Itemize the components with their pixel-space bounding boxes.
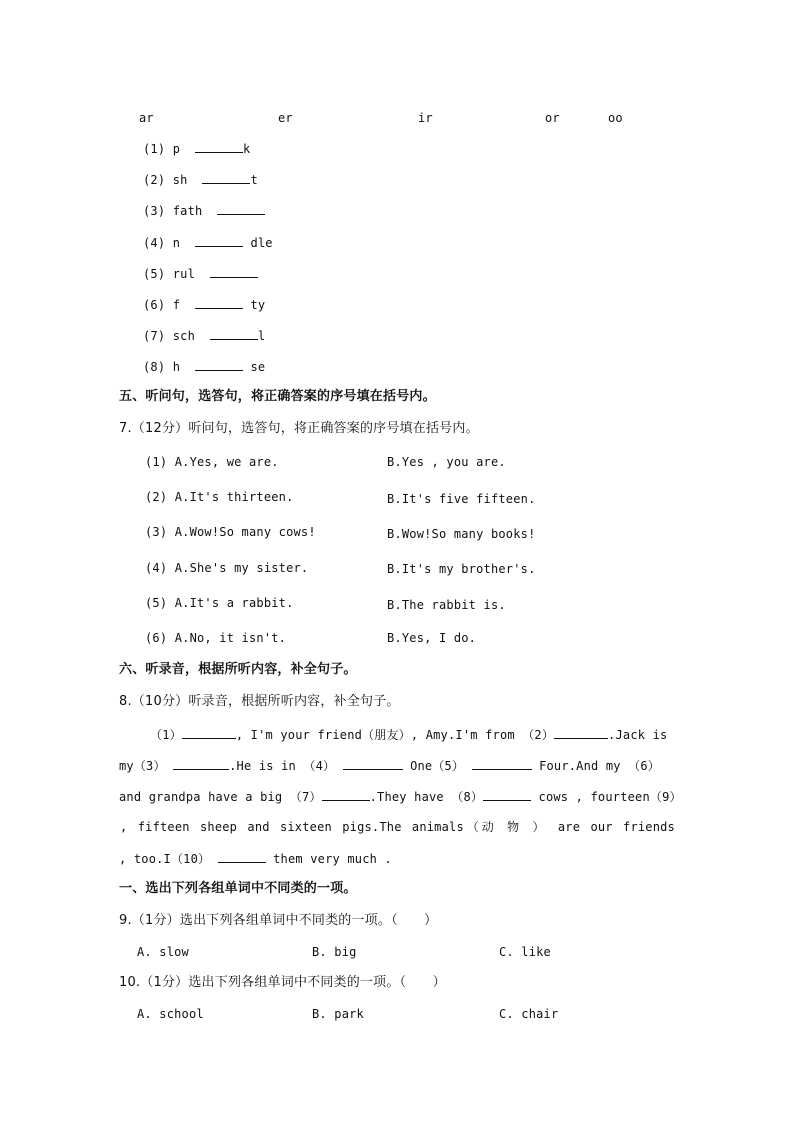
section-heading: 一、选出下列各组单词中不同类的一项。: [119, 881, 357, 896]
option-a[interactable]: A.It's thirteen.: [174, 490, 294, 504]
passage-text: One（5）: [410, 759, 465, 773]
choice-row: [145, 595, 294, 611]
option-a[interactable]: A. school: [137, 1007, 204, 1021]
letter-option: ir: [418, 111, 433, 125]
word-suffix: dle: [250, 236, 273, 250]
item-number: (1): [143, 142, 166, 156]
word-prefix: f: [172, 298, 181, 312]
passage-text: .They have （8）: [369, 790, 484, 804]
word-suffix: se: [250, 360, 266, 374]
section-heading: 五、听问句，选答句，将正确答案的序号填在括号内。: [119, 389, 436, 404]
word-suffix: k: [243, 142, 251, 156]
word-suffix: ty: [250, 298, 266, 312]
passage-line: [119, 850, 392, 867]
word-prefix: n: [172, 236, 181, 250]
option-a[interactable]: A. slow: [137, 945, 189, 959]
option-b[interactable]: B.Yes , you are.: [387, 455, 506, 469]
option-b[interactable]: B.It's my brother's.: [387, 562, 536, 576]
word-prefix: sh: [172, 173, 188, 187]
passage-line: [119, 757, 660, 774]
item-number: (2): [145, 490, 168, 504]
passage-text: , too.I（10）: [119, 852, 211, 866]
passage-text: and grandpa have a big （7）: [119, 790, 322, 804]
item-number: (3): [145, 525, 168, 539]
fill-item: [143, 265, 258, 282]
passage-text: cows , fourteen（9）: [538, 790, 682, 804]
answer-blank[interactable]: [322, 788, 370, 801]
passage-text: , I'm your friend（朋友）, Amy.I'm from （2）: [235, 728, 555, 742]
option-b[interactable]: B.Wow!So many books!: [387, 527, 536, 541]
fill-item: [143, 234, 273, 251]
blank-number: my（3）: [119, 759, 166, 773]
answer-blank[interactable]: [182, 726, 236, 739]
option-a[interactable]: A.Wow!So many cows!: [174, 525, 316, 539]
choice-row: [145, 560, 308, 576]
item-number: (7): [143, 329, 166, 343]
option-a[interactable]: A.She's my sister.: [174, 561, 309, 575]
answer-blank[interactable]: [218, 850, 266, 863]
item-number: (5): [143, 267, 166, 281]
answer-blank[interactable]: [483, 788, 531, 801]
choice-row: [145, 524, 316, 540]
fill-item: [143, 140, 250, 157]
option-b[interactable]: B. park: [312, 1007, 364, 1021]
word-prefix: p: [172, 142, 181, 156]
answer-blank[interactable]: [195, 358, 243, 371]
word-prefix: h: [172, 360, 181, 374]
fill-item: [143, 358, 265, 375]
choice-row: [145, 489, 294, 505]
passage-line: , fifteen sheep and sixteen pigs.The animals（动 物 ） are our friends: [120, 820, 675, 834]
option-c[interactable]: C. like: [499, 945, 551, 959]
item-number: (8): [143, 360, 166, 374]
question-title: 7.（12分）听问句，选答句，将正确答案的序号填在括号内。: [119, 421, 479, 436]
option-b[interactable]: B.Yes, I do.: [387, 631, 477, 645]
answer-blank[interactable]: [173, 757, 229, 770]
letter-option: oo: [608, 111, 623, 125]
word-prefix: rul: [172, 267, 195, 281]
question-title: 10.（1分）选出下列各组单词中不同类的一项。（ ）: [119, 975, 446, 990]
answer-blank[interactable]: [195, 234, 243, 247]
answer-blank[interactable]: [202, 171, 250, 184]
question-title: 9.（1分）选出下列各组单词中不同类的一项。（ ）: [119, 913, 438, 928]
letter-option: er: [278, 111, 293, 125]
option-b[interactable]: B.The rabbit is.: [387, 598, 506, 612]
item-number: (2): [143, 173, 166, 187]
item-number: (4): [143, 236, 166, 250]
passage-text: .Jack is: [608, 728, 668, 742]
word-suffix: l: [257, 329, 266, 343]
answer-blank[interactable]: [343, 757, 403, 770]
fill-item: [143, 202, 265, 219]
item-number: (4): [145, 561, 168, 575]
option-b[interactable]: B.It's five fifteen.: [387, 492, 536, 506]
answer-blank[interactable]: [210, 265, 258, 278]
passage-line: [119, 788, 682, 805]
letter-option: or: [545, 111, 560, 125]
section-heading: 六、听录音，根据所听内容，补全句子。: [119, 662, 357, 677]
answer-blank[interactable]: [217, 202, 265, 215]
answer-blank[interactable]: [210, 327, 258, 340]
option-b[interactable]: B. big: [312, 945, 357, 959]
answer-blank[interactable]: [195, 296, 243, 309]
answer-blank[interactable]: [472, 757, 532, 770]
fill-item: [143, 171, 258, 188]
item-number: (1): [145, 455, 168, 469]
fill-item: [143, 296, 265, 313]
blank-number: （1）: [150, 728, 182, 742]
option-a[interactable]: A.Yes, we are.: [174, 455, 279, 469]
option-a[interactable]: A.It's a rabbit.: [174, 596, 294, 610]
fill-item: [143, 327, 265, 344]
passage-text: Four.And my （6）: [539, 759, 660, 773]
passage-line: [150, 726, 667, 743]
question-title: 8.（10分）听录音，根据所听内容，补全句子。: [119, 694, 400, 709]
passage-text: them very much .: [273, 852, 392, 866]
word-prefix: sch: [172, 329, 195, 343]
word-prefix: fath: [172, 204, 203, 218]
word-suffix: t: [250, 173, 258, 187]
choice-row: [145, 454, 279, 470]
item-number: (6): [145, 631, 168, 645]
option-c[interactable]: C. chair: [499, 1007, 559, 1021]
answer-blank[interactable]: [554, 726, 608, 739]
item-number: (3): [143, 204, 166, 218]
option-a[interactable]: A.No, it isn't.: [174, 631, 287, 645]
item-number: (5): [145, 596, 168, 610]
choice-row: [145, 630, 286, 646]
passage-text: .He is in （4）: [229, 759, 336, 773]
item-number: (6): [143, 298, 166, 312]
answer-blank[interactable]: [195, 140, 243, 153]
letter-option: ar: [139, 111, 154, 125]
